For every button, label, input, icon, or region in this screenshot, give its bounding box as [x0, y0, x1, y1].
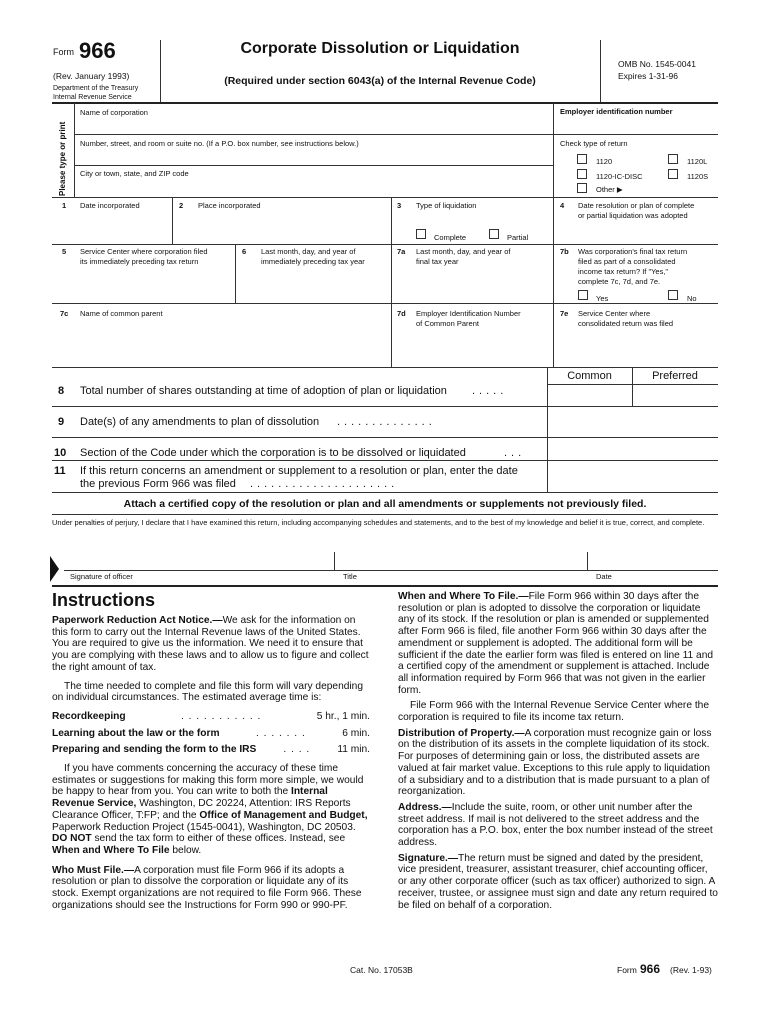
- div-amount-left: [547, 367, 548, 492]
- title-label: Title: [343, 572, 357, 581]
- preparing-row: [52, 744, 370, 756]
- line-10-number: 10: [54, 447, 67, 459]
- please-type-label: Please type or print: [58, 121, 67, 196]
- complete-label: Complete: [434, 233, 467, 242]
- checkbox-1120l[interactable]: [668, 154, 678, 164]
- line-1-label: Date incorporated: [80, 201, 140, 210]
- line-6-number: 6: [242, 247, 247, 256]
- rule-l4: [52, 244, 718, 245]
- form-word: Form: [53, 47, 74, 57]
- checkbox-1120-ic-disc[interactable]: [577, 169, 587, 179]
- signature-instructions: [398, 853, 718, 912]
- line-8-leader: .....: [472, 385, 508, 397]
- rule-ident-bottom: [52, 197, 718, 198]
- comments-text-2: Washington, DC 20224, Attention: IRS Reports Clearance Officer, T:FP; and the: [52, 798, 351, 821]
- paperwork-heading: Paperwork Reduction Act Notice.—: [52, 615, 223, 626]
- who-must-file-text: A corporation must file Form 966 if its adopts a resolution or plan to dissolve the corporation or liquidate any of its stock. Exempt organizations are not required to file Form 966. These organizations should see the Instructions for Form 990 or 990-PF.: [52, 864, 362, 911]
- rule-street: [74, 165, 553, 166]
- form-number: 966: [79, 38, 116, 63]
- who-must-file: [52, 865, 370, 912]
- header-divider-right: [600, 40, 601, 102]
- place-incorporated-input[interactable]: [198, 218, 388, 238]
- footer-form-number: 966: [640, 962, 661, 976]
- sign-here-arrow: [50, 556, 59, 582]
- previous-filing-date-input[interactable]: [549, 465, 716, 489]
- catalog-number: Cat. No. 17053B: [350, 965, 413, 975]
- line-7c-number: 7c: [60, 309, 69, 318]
- final-tax-year-input[interactable]: [416, 272, 548, 298]
- form-subtitle: (Required under section 6043(a) of the Internal Revenue Code): [224, 75, 536, 87]
- signature-date-input[interactable]: [590, 554, 716, 570]
- street-label: Number, street, and room or suite no. (If a P.O. box number, see instructions below.): [80, 139, 359, 148]
- line-3-label: Type of liquidation: [416, 201, 477, 210]
- option-1120: 1120: [596, 157, 613, 166]
- line-10-label: Section of the Code under which the corporation is to be dissolved or liquidated: [80, 447, 466, 459]
- paperwork-notice: [52, 615, 370, 674]
- instructions-right-column: [398, 591, 718, 911]
- line-9-leader: ..............: [337, 416, 436, 428]
- line-11-number: 11: [54, 465, 66, 477]
- when-where-file: [398, 591, 718, 696]
- header-rule: [52, 102, 718, 104]
- learning-time: 6 min.: [342, 727, 370, 739]
- name-label: Name of corporation: [80, 108, 148, 117]
- distribution-text: A corporation must recognize gain or loss on the distribution of its assets in the complete liquidation of its stock. For purposes of determining gain or loss, the distributed assets are valued at fair market value. Exceptions to this rule apply to liquidation of a subsidiary and to a distribution that is made pursuant to a plan of reorganization.: [398, 727, 712, 798]
- line-4-label-a: Date resolution or plan of complete: [578, 201, 695, 210]
- distribution-property: [398, 728, 718, 798]
- comments-paragraph: [52, 763, 370, 857]
- ein-input[interactable]: [560, 118, 715, 132]
- ein-label: Employer identification number: [560, 107, 673, 116]
- line-7d-label-a: Employer Identification Number: [416, 309, 521, 318]
- rule-l8: [52, 406, 718, 407]
- line-2-number: 2: [179, 201, 184, 210]
- line-7b-label-d: complete 7c, 7d, and 7e.: [578, 277, 661, 286]
- address-text: Include the suite, room, or other unit number after the street address. If mail is not delivered to the street address and the corporation has a P.O. box, enter the box number instead of the street address.: [398, 801, 713, 849]
- line-7c-label: Name of common parent: [80, 309, 163, 318]
- rule-attach: [52, 514, 718, 515]
- rule-l9: [52, 437, 718, 438]
- line-10-leader: ...: [504, 447, 526, 459]
- line-7b-number: 7b: [560, 247, 569, 256]
- attach-notice: Attach a certified copy of the resolution or plan and all amendments or supplements not previously filed.: [123, 498, 647, 510]
- preceding-tax-year-input[interactable]: [261, 272, 387, 298]
- dept-treasury: Department of the Treasury: [53, 85, 139, 92]
- preparing-time: 11 min.: [337, 744, 370, 756]
- line-7e-label-b: consolidated return was filed: [578, 319, 674, 328]
- instructions-left-column: [52, 615, 370, 911]
- comments-text-3: Paperwork Reduction Project (1545-0041), Washington, DC 20503.: [52, 821, 356, 833]
- form-title: Corporate Dissolution or Liquidation: [240, 40, 520, 57]
- line-4-label-b: or partial liquidation was adopted: [578, 211, 688, 220]
- paperwork-text: We ask for the information on this form to carry out the Internal Revenue laws of the United States. You are required to give us the information. We need it to ensure that you are complying with these laws and to allow us to figure and collect the right amount of tax.: [52, 615, 369, 673]
- rule-share-header: [547, 384, 718, 385]
- preparing-leader: . . . .: [283, 744, 311, 756]
- learning-leader: . . . . . . .: [256, 727, 306, 739]
- checkbox-other[interactable]: [577, 183, 587, 193]
- option-1120-ic-disc: 1120-IC-DISC: [596, 172, 643, 181]
- div-col-3: [391, 197, 392, 367]
- date-incorporated-input[interactable]: [80, 218, 168, 238]
- officer-signature-input[interactable]: [66, 554, 332, 570]
- signature-heading: Signature.—: [398, 852, 459, 864]
- title-input[interactable]: [336, 554, 584, 570]
- city-input[interactable]: [80, 180, 550, 194]
- perjury-statement: Under penalties of perjury, I declare that I have examined this return, including accompanying schedules and statements, and to the best of my knowledge and belief it is true, correct, and complete.: [52, 518, 705, 527]
- comments-when-where: When and Where To File: [52, 844, 170, 856]
- line-7a-number: 7a: [397, 247, 406, 256]
- ident-left-border: [74, 103, 75, 197]
- resolution-date-input[interactable]: [578, 224, 714, 240]
- comments-text-4: send the tax form to either of these offices. Instead, see: [91, 833, 346, 845]
- irs-label: Internal Revenue Service: [53, 94, 132, 101]
- preferred-header: Preferred: [652, 370, 698, 382]
- consolidated-center-input[interactable]: [578, 334, 714, 360]
- line-9-number: 9: [58, 416, 65, 428]
- common-parent-input[interactable]: [80, 324, 385, 360]
- instructions-heading: Instructions: [52, 590, 156, 610]
- div-1-2: [172, 197, 173, 244]
- line-11-leader: .....................: [250, 478, 399, 490]
- rule-l10: [52, 460, 718, 461]
- rule-l11: [52, 492, 718, 493]
- line-2-label: Place incorporated: [198, 201, 261, 210]
- sig-div-2: [587, 552, 588, 570]
- line-11-label-b: the previous Form 966 was filed: [80, 478, 236, 490]
- checkbox-1120[interactable]: [577, 154, 587, 164]
- checkbox-complete[interactable]: [416, 229, 426, 239]
- date-label: Date: [596, 572, 612, 581]
- comments-text-5: below.: [169, 844, 202, 856]
- line-7a-label-a: Last month, day, and year of: [416, 247, 511, 256]
- recordkeeping-leader: . . . . . . . . . . .: [180, 710, 262, 722]
- address-heading: Address.—: [398, 801, 452, 813]
- sig-div-1: [334, 552, 335, 570]
- yes-label: Yes: [596, 294, 609, 303]
- footer-form-word: Form: [617, 965, 637, 975]
- no-label: No: [687, 294, 697, 303]
- div-5-6: [235, 244, 236, 303]
- rule-l7b: [52, 303, 718, 304]
- line-6-label-a: Last month, day, and year of: [261, 247, 356, 256]
- revision-date: (Rev. January 1993): [53, 71, 130, 81]
- preferred-shares-input[interactable]: [634, 387, 716, 404]
- ident-right-border: [553, 103, 554, 197]
- comments-text-1: If you have comments concerning the accuracy of these time estimates or suggestions for making this form more simple, we would be happy to hear from you. You can write to both the: [52, 763, 364, 798]
- line-4-number: 4: [560, 201, 565, 210]
- checkbox-no[interactable]: [668, 290, 678, 300]
- address-instructions: [398, 802, 718, 849]
- line-8-label: Total number of shares outstanding at time of adoption of plan or liquidation: [80, 385, 447, 397]
- rule-l7e: [52, 367, 718, 368]
- omb-number: OMB No. 1545-0041: [618, 59, 696, 69]
- line-11-label-a: If this return concerns an amendment or supplement to a resolution or plan, enter the date: [80, 465, 518, 477]
- line-7b-label-a: Was corporation's final tax return: [578, 247, 688, 256]
- recordkeeping-time: 5 hr., 1 min.: [316, 710, 370, 722]
- option-other: Other ▶: [596, 185, 623, 194]
- line-5-label-b: its immediately preceding tax return: [80, 257, 199, 266]
- rule-name: [74, 134, 718, 135]
- city-label: City or town, state, and ZIP code: [80, 169, 189, 178]
- line-7b-label-c: income tax return? If "Yes,": [578, 267, 669, 276]
- line-5-number: 5: [62, 247, 67, 256]
- signature-label: Signature of officer: [70, 572, 133, 581]
- line-5-label-a: Service Center where corporation filed: [80, 247, 208, 256]
- when-where-text: File Form 966 within 30 days after the resolution or plan is adopted to dissolve the corporation or liquidate any of its stock. If the resolution or plan is amended or supplemented after Form 966 is filed, file another Form 966 within 30 days after the amendment or supplement is adopted. The additional form will be sufficient if the date the earlier form was filed is entered on line 11 and a certified copy of the amendment or supplement is attached. Include all information required by Form 966 that was not given in the earlier form.: [398, 591, 714, 696]
- footer-revision: (Rev. 1-93): [670, 965, 712, 975]
- when-where-heading: When and Where To File.—: [398, 591, 529, 602]
- checkbox-yes[interactable]: [578, 290, 588, 300]
- line-3-number: 3: [397, 201, 402, 210]
- line-1-number: 1: [62, 201, 67, 210]
- line-7d-label-b: of Common Parent: [416, 319, 479, 328]
- preparing-label: Preparing and sending the form to the IRS: [52, 744, 257, 756]
- who-must-file-heading: Who Must File.—: [52, 864, 135, 876]
- check-type-label: Check type of return: [560, 139, 628, 148]
- recordkeeping-label: Recordkeeping: [52, 710, 126, 722]
- signature-text: The return must be signed and dated by the president, vice president, treasurer, assistant treasurer, chief accounting officer, or any other corporate officer (such as tax officer) authorized to sign. A receiver, trustee, or assignee must sign and date any return required to be filed on behalf of a corporation.: [398, 852, 718, 911]
- rule-signature: [52, 585, 718, 587]
- option-1120l: 1120L: [687, 157, 708, 166]
- signature-line: [64, 570, 718, 571]
- line-7e-label-a: Service Center where: [578, 309, 651, 318]
- line-9-label: Date(s) of any amendments to plan of dissolution: [80, 416, 320, 428]
- code-section-input[interactable]: [549, 441, 716, 459]
- line-7a-label-b: final tax year: [416, 257, 459, 266]
- recordkeeping-row: [52, 711, 370, 723]
- div-col-4: [553, 197, 554, 367]
- line-7e-number: 7e: [560, 309, 569, 318]
- comments-omb: Office of Management and Budget,: [199, 809, 368, 821]
- amendment-dates-input[interactable]: [549, 410, 716, 434]
- option-1120s: 1120S: [687, 172, 709, 181]
- time-estimate-text: The time needed to complete and file this form will vary depending on individual circumstances. The estimated average time is:: [52, 680, 363, 704]
- checkbox-1120s[interactable]: [668, 169, 678, 179]
- learning-row: [52, 728, 370, 740]
- line-7b-label-b: filed as part of a consolidated: [578, 257, 676, 266]
- common-header: Common: [567, 370, 612, 382]
- distribution-heading: Distribution of Property.—: [398, 727, 525, 739]
- file-with-text: File Form 966 with the Internal Revenue Service Center where the corporation is required to file its income tax return.: [398, 700, 709, 724]
- partial-label: Partial: [507, 233, 529, 242]
- expiration: Expires 1-31-96: [618, 71, 679, 81]
- line-7d-number: 7d: [397, 309, 406, 318]
- comments-irs: Internal Revenue Service,: [52, 786, 328, 810]
- line-8-number: 8: [58, 385, 65, 397]
- checkbox-partial[interactable]: [489, 229, 499, 239]
- learning-label: Learning about the law or the form: [52, 727, 220, 739]
- service-center-input[interactable]: [80, 272, 230, 298]
- line-6-label-b: immediately preceding tax year: [261, 257, 365, 266]
- comments-do-not: DO NOT: [52, 833, 92, 845]
- common-shares-input[interactable]: [549, 387, 630, 404]
- street-input[interactable]: [80, 150, 550, 163]
- corporation-name-input[interactable]: [80, 118, 550, 132]
- parent-ein-input[interactable]: [416, 334, 548, 360]
